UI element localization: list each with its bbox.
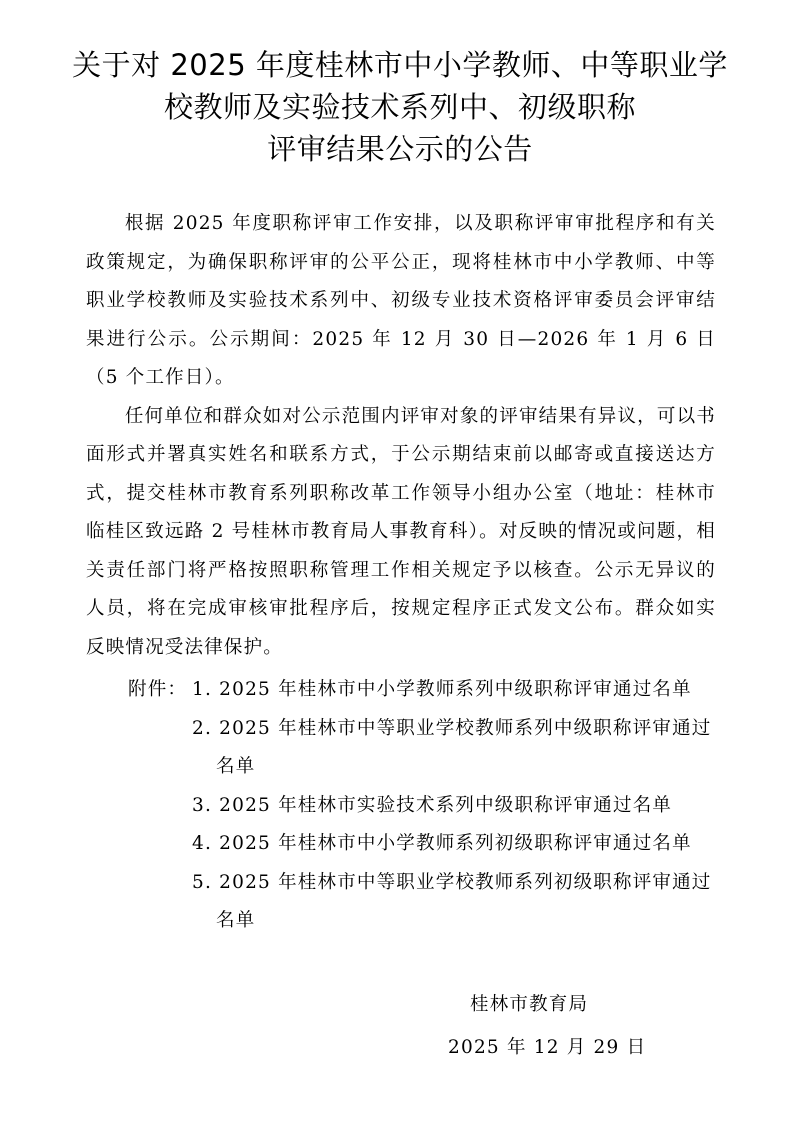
attachment-item-5: 5. 2025 年桂林市中等职业学校教师系列初级职称评审通过名单 [192, 871, 712, 931]
document-title [70, 44, 730, 170]
document-body [86, 205, 716, 667]
attachment-item-1: 1. 2025 年桂林市中小学教师系列中级职称评审通过名单 [192, 679, 692, 700]
paragraph-publicity-notice: 根据 2025 年度职称评审工作安排，以及职称评审审批程序和有关政策规定，为确保职称评审的公平公正，现将桂林市中小学教师、中等职业学校教师及实验技术系列中、初级专业技术资格评审委员会评审结果进行公示。公示期间：2025 年 12 月 30 日—2026 年 1 月 6 日（5 个工作日）。 [86, 213, 716, 388]
attachment-item [86, 787, 726, 826]
title-line-1: 关于对 2025 年度桂林市中小学教师、中等职业学 [72, 48, 728, 82]
attachment-item-3: 3. 2025 年桂林市实验技术系列中级职称评审通过名单 [192, 794, 673, 816]
attachment-item [86, 710, 726, 787]
attachment-item [86, 671, 726, 710]
title-line-2: 校教师及实验技术系列中、初级职称 [163, 90, 636, 124]
issuing-organization: 桂林市教育局 [470, 994, 589, 1015]
title-line-3: 评审结果公示的公告 [267, 132, 533, 166]
attachments-label: 附件： [128, 679, 188, 700]
attachment-item-4: 4. 2025 年桂林市中小学教师系列初级职称评审通过名单 [192, 833, 692, 854]
attachment-item [86, 825, 726, 864]
attachments-list [86, 671, 726, 941]
signature-block [400, 983, 660, 1069]
paragraph-objection-procedure: 任何单位和群众如对公示范围内评审对象的评审结果有异议，可以书面形式并署真实姓名和联系方式，于公示期结束前以邮寄或直接送达方式，提交桂林市教育系列职称改革工作领导小组办公室（地址：桂林市临桂区致远路 2 号桂林市教育局人事教育科）。对反映的情况或问题，相关责任部门将严格按照职称管理工作相关规定予以核查。公示无异议的人员，将在完成审核审批程序后，按规定程序正式发文公布。群众如实反映情况受法律保护。 [86, 405, 716, 658]
attachment-item-2: 2. 2025 年桂林市中等职业学校教师系列中级职称评审通过名单 [192, 717, 712, 777]
issue-date: 2025 年 12 月 29 日 [448, 1037, 647, 1058]
attachment-item [86, 864, 726, 941]
